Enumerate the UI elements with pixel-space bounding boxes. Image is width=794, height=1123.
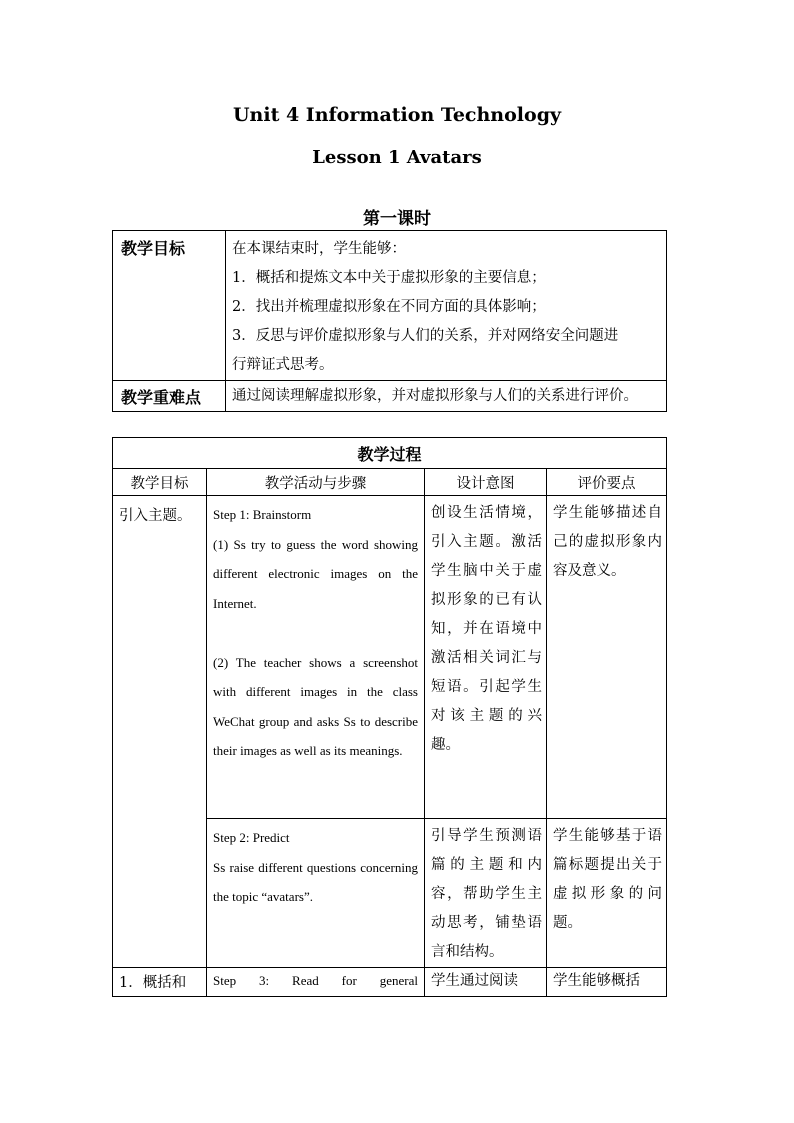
- row-intent: 学生通过阅读: [425, 968, 547, 997]
- row-evaluation: 学生能够概括: [547, 968, 667, 997]
- goal-line: 1．概括和提炼文本中关于虚拟形象的主要信息；: [232, 270, 546, 286]
- goal-content: [226, 231, 667, 381]
- process-table: [112, 437, 667, 997]
- column-header-evaluation: 评价要点: [547, 469, 667, 496]
- table-row: [113, 496, 667, 819]
- activity-step: Step 2: Predict: [213, 830, 290, 845]
- lesson-title: Lesson 1 Avatars: [312, 147, 482, 168]
- objectives-table: [112, 230, 667, 412]
- goal-line: 2．找出并梳理虚拟形象在不同方面的具体影响；: [232, 299, 546, 315]
- column-header-activity: 教学活动与步骤: [207, 469, 425, 496]
- period-title: 第一课时: [363, 209, 431, 229]
- row-intent: 引导学生预测语篇的主题和内容，帮助学生主动思考，铺垫语言和结构。: [425, 819, 547, 968]
- row-intent: 创设生活情境，引入主题。激活学生脑中关于虚拟形象的已有认知，并在语境中激活相关词汇与短语。引起学生对该主题的兴趣。: [425, 496, 547, 819]
- process-title: 教学过程: [113, 438, 667, 469]
- row-goal: 引入主题。: [113, 496, 207, 968]
- row-evaluation: 学生能够基于语篇标题提出关于虚拟形象的问题。: [547, 819, 667, 968]
- goal-line: 3．反思与评价虚拟形象与人们的关系，并对网络安全问题进: [232, 328, 619, 344]
- key-difficulty-label: 教学重难点: [113, 381, 226, 412]
- table-row: [113, 968, 667, 997]
- goal-label: 教学目标: [113, 231, 226, 381]
- activity-text: Ss raise different questions concerning the topic “avatars”.: [213, 859, 418, 904]
- column-header-goal: 教学目标: [113, 469, 207, 496]
- row-activity: [207, 819, 425, 968]
- activity-step: Step 1: Brainstorm: [213, 507, 312, 522]
- column-header-intent: 设计意图: [425, 469, 547, 496]
- activity-step: Step 3: Read for general: [213, 973, 418, 988]
- activity-text: (1) Ss try to guess the word showing different electronic images on the Internet.: [213, 536, 418, 611]
- row-activity: [207, 968, 425, 997]
- row-goal: 1．概括和: [113, 968, 207, 997]
- goal-line: 行辩证式思考。: [232, 357, 334, 373]
- row-activity: [207, 496, 425, 819]
- row-evaluation: 学生能够描述自己的虚拟形象内容及意义。: [547, 496, 667, 819]
- goal-line: 在本课结束时，学生能够：: [232, 241, 406, 257]
- unit-title: Unit 4 Information Technology: [232, 104, 562, 126]
- activity-text: (2) The teacher shows a screenshot with different images in the class WeChat group and asks Ss to describe their images as well as its meanings.: [213, 654, 418, 758]
- key-difficulty-text: 通过阅读理解虚拟形象，并对虚拟形象与人们的关系进行评价。: [226, 381, 667, 412]
